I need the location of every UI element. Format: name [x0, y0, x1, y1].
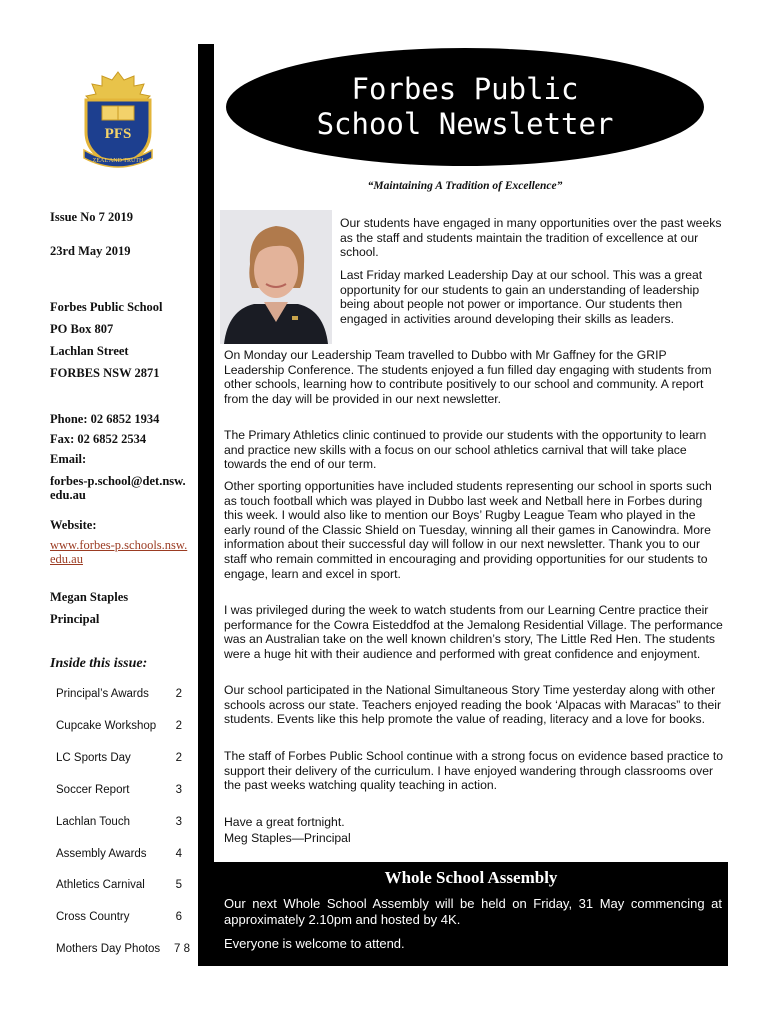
- body-paragraph: Last Friday marked Leadership Day at our school. This was a great opportunity for our students to gain an understanding of leadership being about people not power or importance. Our students then engaged in activities around developing their skills as leaders.: [340, 268, 703, 326]
- issue-number: Issue No 7 2019: [50, 210, 133, 224]
- body-paragraph: The Primary Athletics clinic continued to provide our students with the opportunity to learn and practice new skills with a focus on our school athletics carnival that will take place towards the end of our term.: [224, 428, 707, 472]
- newsletter-title: Forbes Public School Newsletter: [316, 72, 614, 141]
- inside-issue-heading: Inside this issue:: [50, 656, 148, 671]
- divider-bar: [198, 44, 214, 966]
- principal-photo: [220, 210, 332, 344]
- logo-text: PFS: [104, 126, 132, 142]
- fax: Fax: 02 6852 2534: [50, 432, 147, 446]
- email-value[interactable]: forbes-p.school@det.nsw.edu.au: [50, 474, 186, 502]
- toc-item: Lachlan Touch 3: [56, 816, 182, 828]
- principal-title: Principal: [50, 612, 100, 626]
- toc-item: Assembly Awards 4: [56, 848, 182, 860]
- body-paragraph: Other sporting opportunities have included students representing our school in sports such as touch football which was played in Dubbo last week and Netball here in Forbes during this week. I would also like to mention our Boys’ Rugby League Team who played in the early round of the Classic Shield on Tuesday, winning all their games in Canowindra. More information about their successful day will follow in our next newsletter. Thank you to our staff who remain committed in encouraging and providing opportunities for our students to engage, learn and excel in sport.: [224, 479, 712, 581]
- website-link[interactable]: www.forbes-p.schools.nsw.edu.au: [50, 538, 188, 566]
- toc-item: Principal’s Awards 2: [56, 688, 182, 700]
- issue-date: 23rd May 2019: [50, 244, 131, 258]
- toc-item: Athletics Carnival 5: [56, 879, 182, 891]
- signoff-greeting: Have a great fortnight.: [224, 815, 345, 829]
- toc-item: Cross Country 6: [56, 911, 182, 923]
- assembly-text: Our next Whole School Assembly will be held on Friday, 31 May commencing at approximately 2.10pm and hosted by 4K.: [224, 896, 722, 927]
- body-paragraph: Our students have engaged in many opportunities over the past weeks as the staff and students maintain the tradition of excellence at our school.: [340, 216, 722, 260]
- address-line: Lachlan Street: [50, 344, 129, 358]
- toc-item: Soccer Report 3: [56, 784, 182, 796]
- assembly-welcome: Everyone is welcome to attend.: [224, 936, 405, 951]
- title-banner: [226, 48, 704, 166]
- principal-name: Megan Staples: [50, 590, 129, 604]
- address-line: PO Box 807: [50, 322, 114, 336]
- toc-item: Mothers Day Photos 7 8: [56, 943, 190, 955]
- toc-item: LC Sports Day 2: [56, 752, 182, 764]
- school-logo: [78, 70, 158, 170]
- signoff-name: Meg Staples—Principal: [224, 831, 351, 845]
- website-label: Website:: [50, 518, 97, 532]
- email-label: Email:: [50, 452, 87, 466]
- phone: Phone: 02 6852 1934: [50, 412, 160, 426]
- body-paragraph: The staff of Forbes Public School continue with a strong focus on evidence based practice to support their delivery of the curriculum. I have enjoyed wandering through classrooms over the past weeks watching quality teaching in action.: [224, 749, 724, 793]
- assembly-title: Whole School Assembly: [384, 868, 558, 887]
- address-line: Forbes Public School: [50, 300, 163, 314]
- assembly-notice: [214, 862, 728, 966]
- address-line: FORBES NSW 2871: [50, 366, 160, 380]
- body-paragraph: Our school participated in the National Simultaneous Story Time yesterday along with other schools across our state. Teachers enjoyed reading the book ‘Alpacas with Maracas” to their students. Events like this help promote the value of reading, literacy and a love for books.: [224, 683, 722, 727]
- motto: “Maintaining A Tradition of Excellence”: [367, 180, 563, 192]
- toc-item: Cupcake Workshop 2: [56, 720, 182, 732]
- body-paragraph: On Monday our Leadership Team travelled to Dubbo with Mr Gaffney for the GRIP Leadership Conference. The students enjoyed a fun filled day engaging with students from other schools, learning how to contribute positively to our school and community. A report from the day will be provided in our next newsletter.: [224, 348, 712, 406]
- body-paragraph: I was privileged during the week to watch students from our Learning Centre practice their performance for the Cowra Eisteddfod at the Jemalong Residential Village. The performance was an Australian take on the well known children’s story, The Little Red Hen. The students were a huge hit with their audience and performed with great confidence and enjoyment.: [224, 603, 723, 661]
- logo-motto: ZEAL AND TRUTH: [92, 158, 144, 164]
